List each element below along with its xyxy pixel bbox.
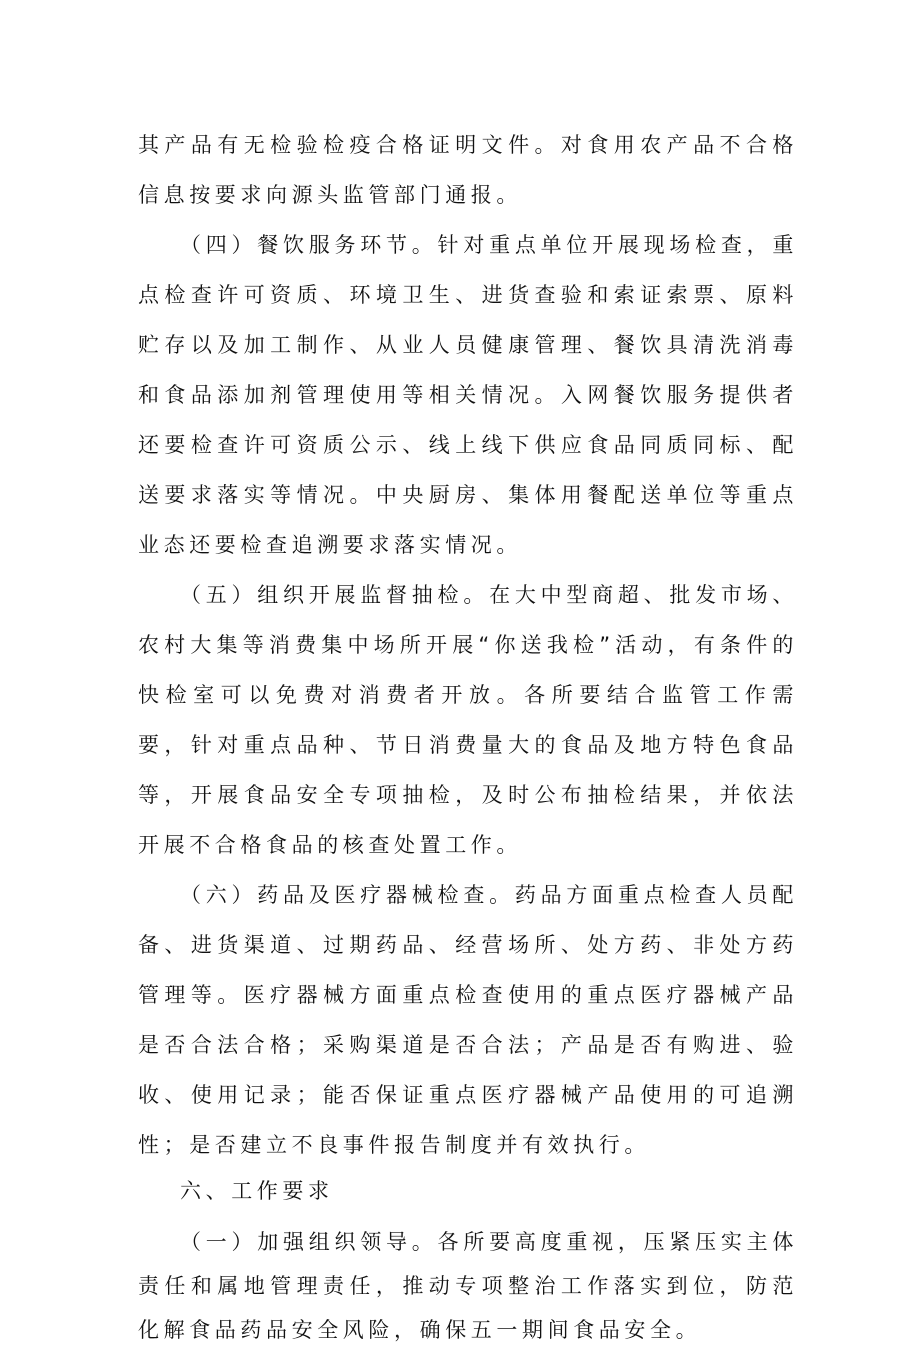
paragraph-continuation: 其产品有无检验检疫合格证明文件。对食用农产品不合格信息按要求向源头监管部门通报。 xyxy=(138,133,798,207)
document-body xyxy=(138,120,798,1352)
paragraph-drug-device-inspection: （六）药品及医疗器械检查。药品方面重点检查人员配备、进货渠道、过期药品、经营场所、处方药、非处方药管理等。医疗器械方面重点检查使用的重点医疗器械产品是否合法合格；采购渠道是否合法；产品是否有购进、验收、使用记录；能否保证重点医疗器械产品使用的可追溯性；是否建立不良事件报告制度并有效执行。 xyxy=(138,883,798,1157)
paragraph-catering-service: （四）餐饮服务环节。针对重点单位开展现场检查，重点检查许可资质、环境卫生、进货查验和索证索票、原料贮存以及加工制作、从业人员健康管理、餐饮具清洗消毒和食品添加剂管理使用等相关情况。入网餐饮服务提供者还要检查许可资质公示、线上线下供应食品同质同标、配送要求落实等情况。中央厨房、集体用餐配送单位等重点业态还要检查追溯要求落实情况。 xyxy=(138,233,798,557)
paragraph-supervision-sampling: （五）组织开展监督抽检。在大中型商超、批发市场、农村大集等消费集中场所开展“你送我检”活动，有条件的快检室可以免费对消费者开放。各所要结合监管工作需要，针对重点品种、节日消费量大的食品及地方特色食品等，开展食品安全专项抽检，及时公布抽检结果，并依法开展不合格食品的核查处置工作。 xyxy=(138,583,798,857)
section-heading-work-requirements: 六、工作要求 xyxy=(180,1179,334,1203)
paragraph-organization-leadership: （一）加强组织领导。各所要高度重视，压紧压实主体责任和属地管理责任，推动专项整治工作落实到位，防范化解食品药品安全风险，确保五一期间食品安全。 xyxy=(138,1230,798,1342)
